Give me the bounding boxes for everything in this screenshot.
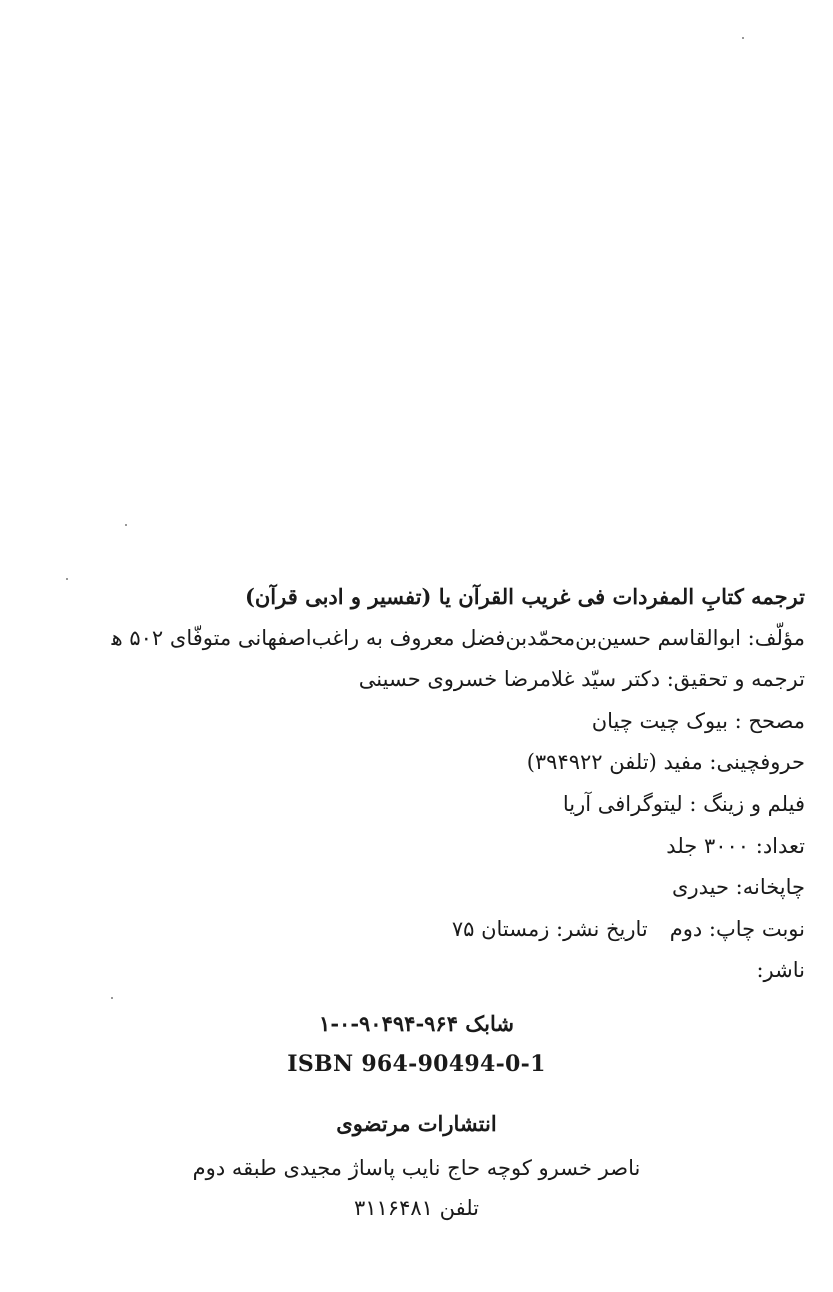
isbn-persian: شابک ۹۶۴-۹۰۴۹۴-۰-۱ [319, 1011, 514, 1036]
publisher-name: انتشارات مرتضوی [336, 1111, 497, 1136]
book-title: ترجمه کتابِ المفردات فی غریب القرآن یا (تفسیر و ادبی قرآن) [244, 584, 805, 609]
edition-text: نوبت چاپ: دوم [669, 916, 805, 941]
publisher-phone: تلفن ۳۱۱۶۴۸۱ [353, 1196, 480, 1220]
scan-speck [125, 524, 127, 526]
editor-line: مصحح : بیوک چیت چیان [591, 708, 805, 733]
publisher-label-line: ناشر: [756, 958, 805, 983]
scan-speck [111, 997, 113, 999]
scan-speck [742, 37, 744, 39]
publisher-address: ناصر خسرو کوچه حاج نایب پاساژ مجیدی طبقه دوم [192, 1156, 641, 1180]
author-line: مؤلّف: ابوالقاسم حسین‌بن‌محمّدبن‌فضل معروف به راغب‌اصفهانی متوفّای ۵۰۲ ﻫ [111, 625, 805, 650]
typesetting-line: حروفچینی: مفید (تلفن ۳۹۴۹۲۲) [526, 750, 805, 775]
isbn-latin: ISBN 964-90494-0-1 [287, 1051, 546, 1077]
print-run-line: تعداد: ۳۰۰۰ جلد [666, 833, 805, 858]
edition-date-line [25, 909, 805, 951]
printing-house-line: چاپخانه: حیدری [672, 875, 805, 900]
publication-date-text: تاریخ نشر: زمستان ۷۵ [451, 916, 648, 941]
film-zinc-line: فیلم و زینگ : لیتوگرافی آریا [562, 791, 805, 816]
translator-line: ترجمه و تحقیق: دکتر سیّد غلامرضا خسروی حسینی [358, 667, 805, 692]
colophon-block [25, 576, 805, 992]
